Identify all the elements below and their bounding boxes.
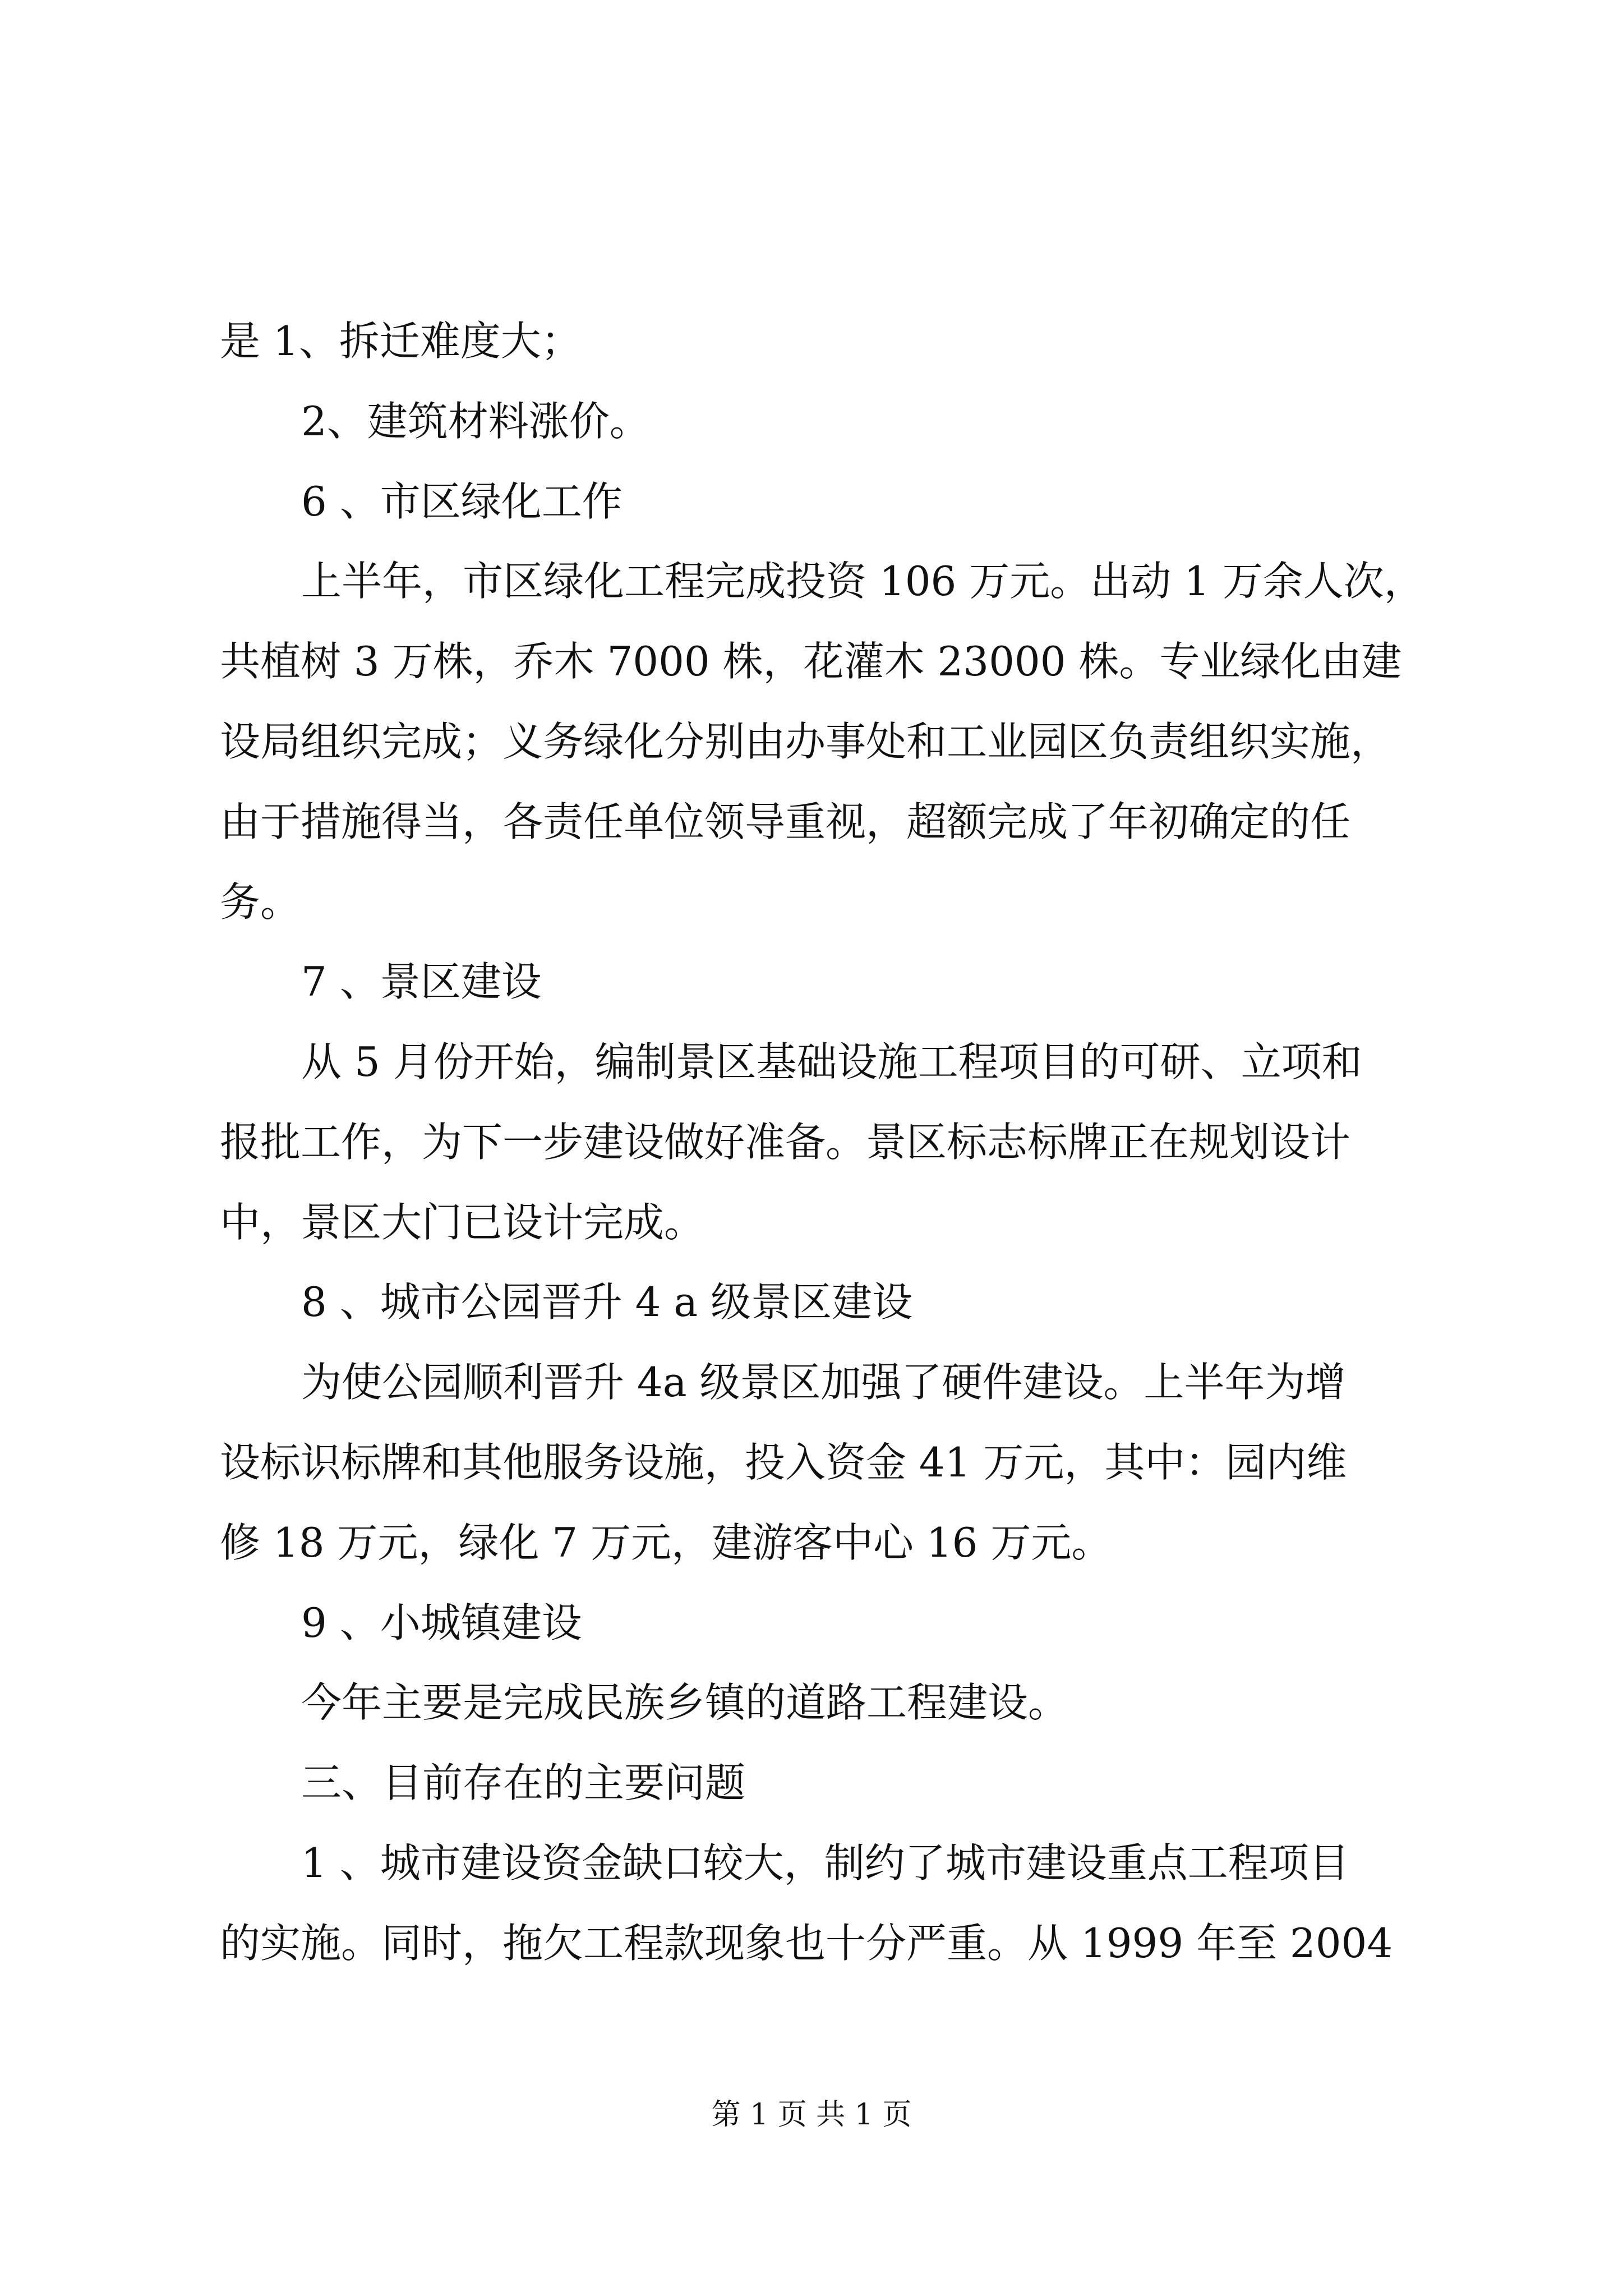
text-line: 设局组织完成；义务绿化分别由办事处和工业园区负责组织实施， [220,718,1391,765]
section-heading: 9 、小城镇建设 [301,1599,582,1646]
text-line: 由于措施得当，各责任单位领导重视，超额完成了年初确定的任 [220,798,1351,845]
text-line: 从 5 月份开始，编制景区基础设施工程项目的可研、立项和 [301,1038,1362,1085]
text-line: 中，景区大门已设计完成。 [220,1199,705,1246]
page-footer: 第 1 页 共 1 页 [711,2098,912,2132]
section-heading: 7 、景区建设 [301,958,542,1005]
text-line: 的实施。同时，拖欠工程款现象也十分严重。从 1999 年至 2004 [220,1920,1393,1967]
text-line: 设标识标牌和其他服务设施，投入资金 41 万元，其中：园内维 [220,1439,1347,1486]
section-heading: 8 、城市公园晋升 4 a 级景区建设 [301,1278,913,1326]
text-line: 修 18 万元，绿化 7 万元，建游客中心 16 万元。 [220,1519,1112,1566]
text-line: 报批工作，为下一步建设做好准备。景区标志标牌正在规划设计 [220,1119,1351,1166]
text-line: 今年主要是完成民族乡镇的道路工程建设。 [301,1679,1069,1726]
section-heading: 三、目前存在的主要问题 [301,1759,746,1806]
text-line: 是 1、拆迁难度大； [220,318,582,365]
section-heading: 6 、市区绿化工作 [301,478,623,525]
text-line: 上半年，市区绿化工程完成投资 106 万元。出动 1 万余人次， [301,558,1424,605]
text-line: 务。 [220,878,301,926]
text-line: 为使公园顺利晋升 4a 级景区加强了硬件建设。上半年为增 [301,1359,1346,1406]
text-line: 2、建筑材料涨价。 [301,398,650,445]
text-line: 1 、城市建设资金缺口较大，制约了城市建设重点工程项目 [301,1839,1349,1887]
text-line: 共植树 3 万株，乔木 7000 株，花灌木 23000 株。专业绿化由建 [220,638,1402,685]
